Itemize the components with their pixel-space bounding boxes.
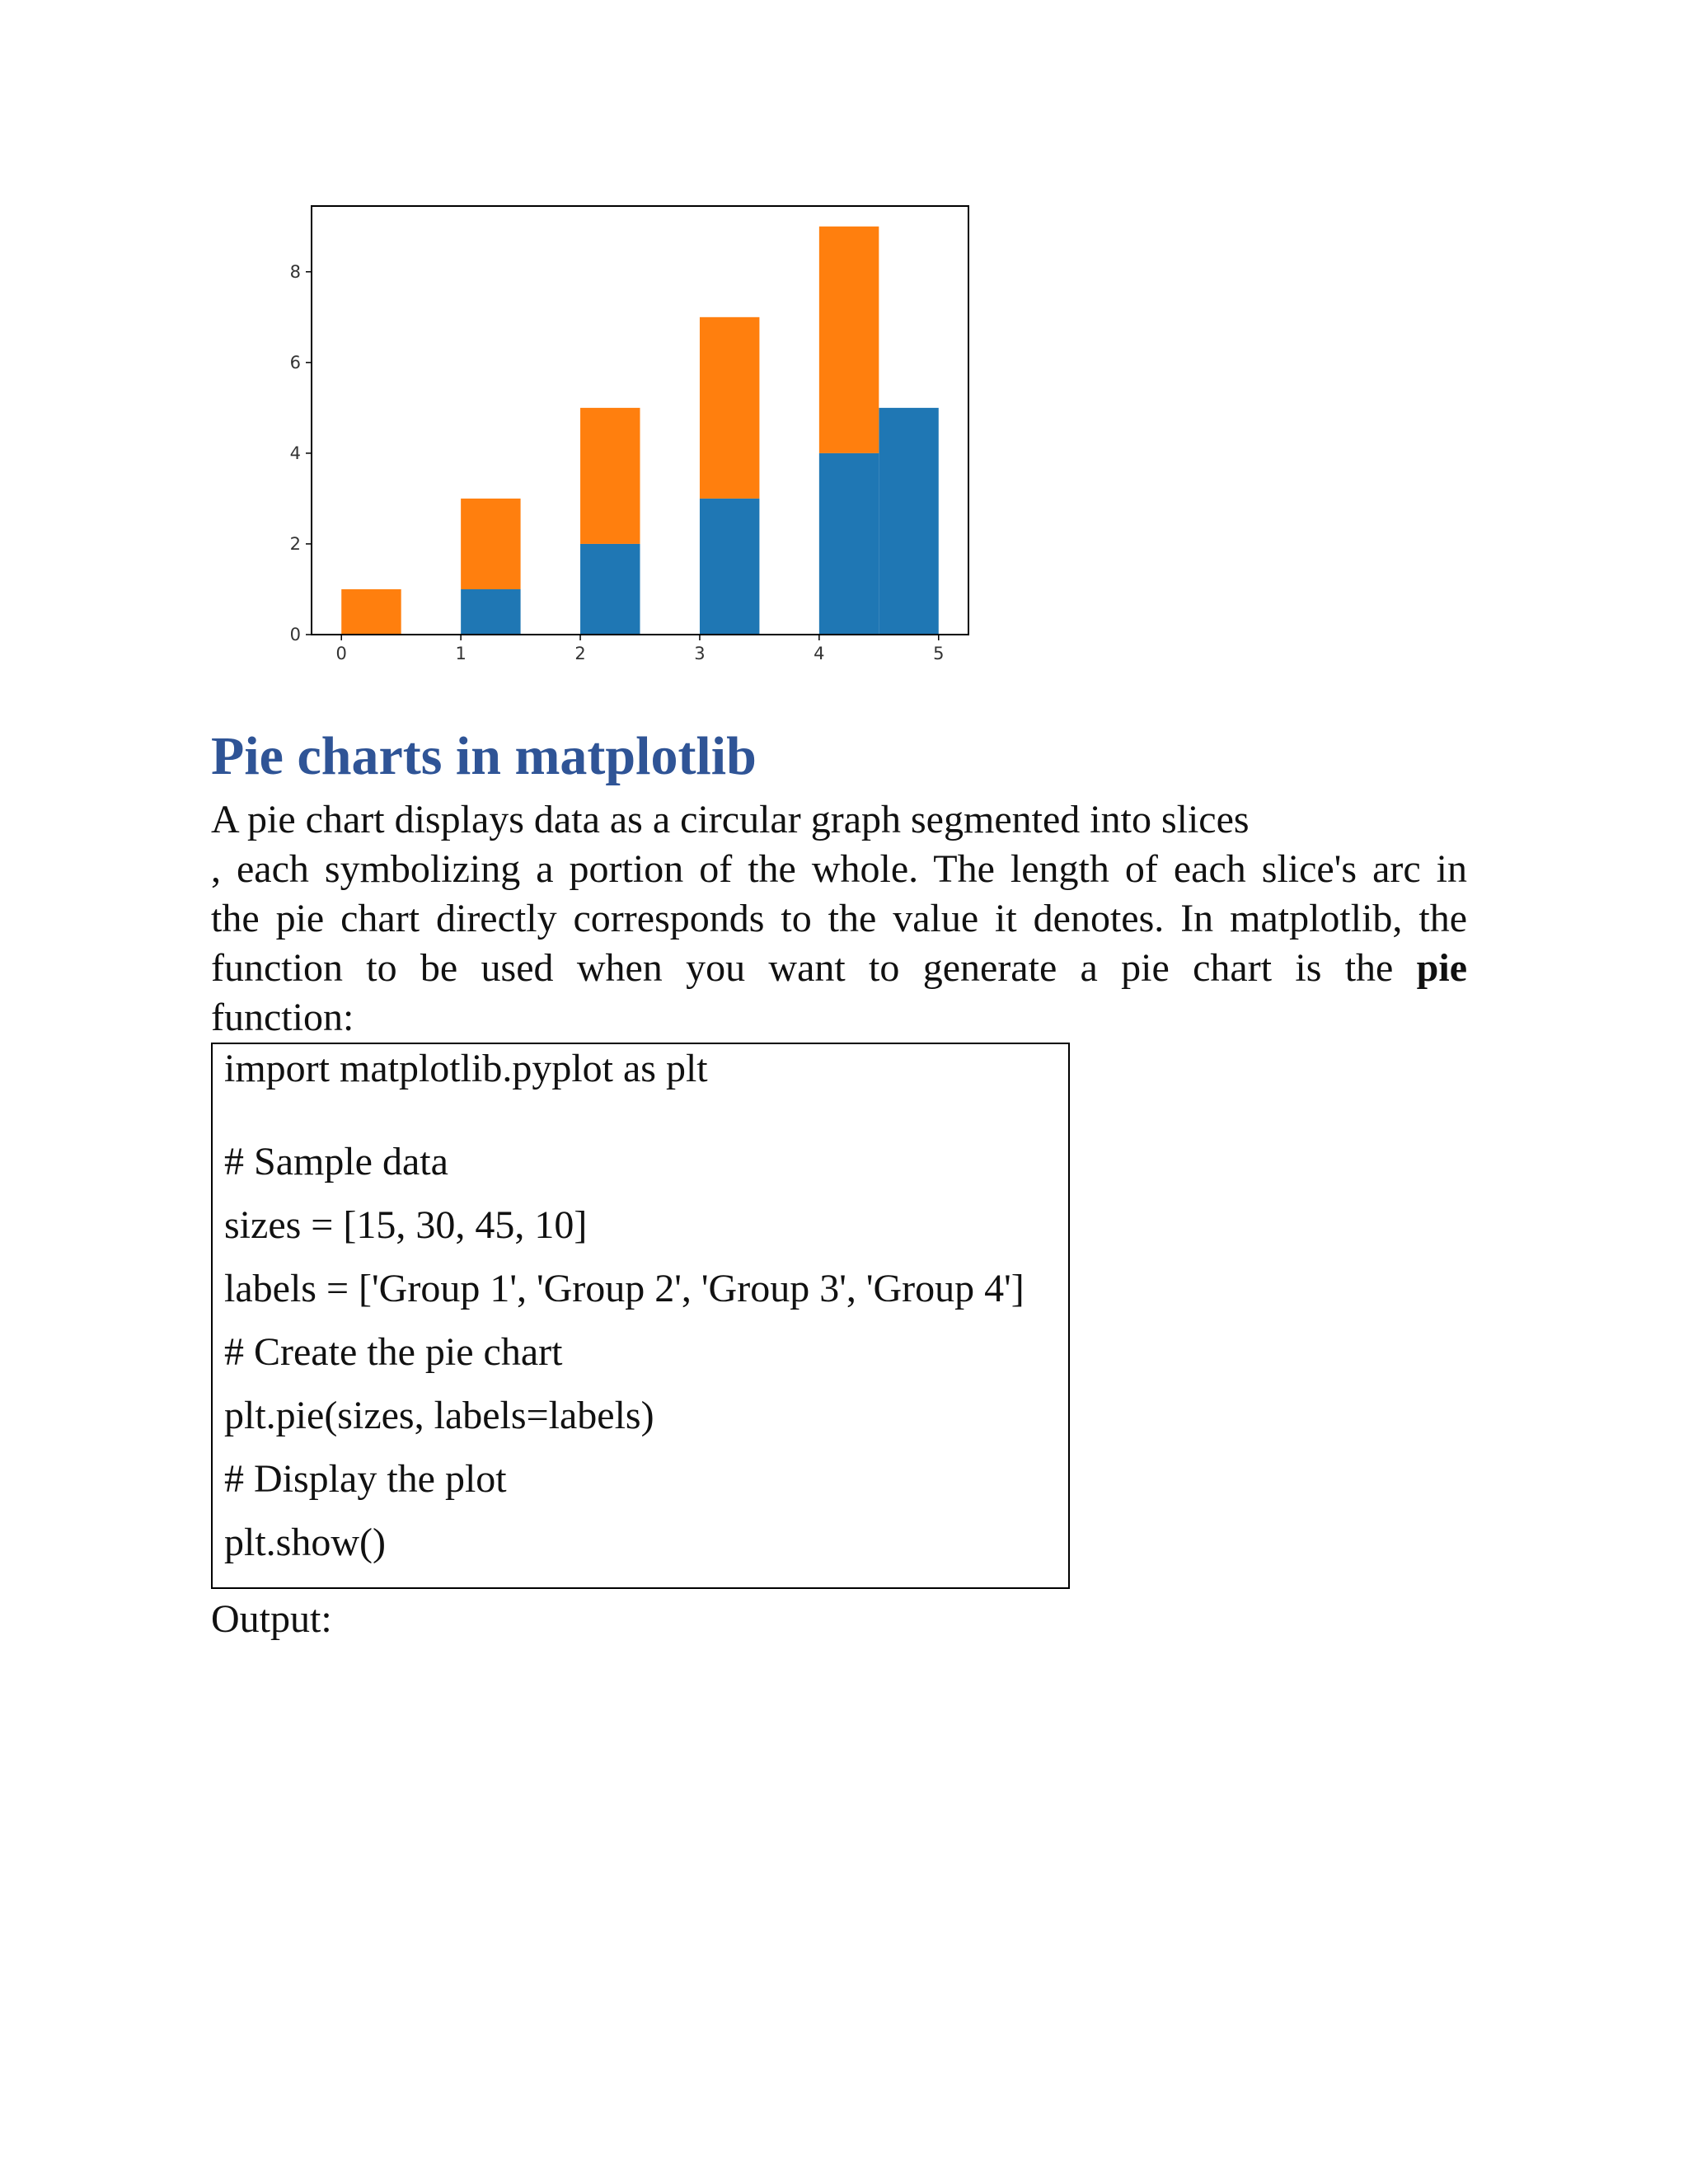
pie-keyword: pie <box>1416 946 1468 990</box>
bar-top-0 <box>341 589 401 635</box>
stacked-bar-chart <box>264 190 989 684</box>
paragraph-line-2: , each symbolizing a portion of the whole. The length of each slice's arc in <box>211 847 1467 891</box>
bar-bottom-4 <box>819 453 879 635</box>
bar-bottom-5 <box>879 408 938 635</box>
code-line-pie-call: plt.pie(sizes, labels=labels) <box>224 1394 654 1437</box>
y-tick-label-4: 8 <box>289 261 301 282</box>
code-line-comment-create: # Create the pie chart <box>224 1330 563 1374</box>
code-line-comment-sample: # Sample data <box>224 1140 448 1183</box>
paragraph-line-4-text: function to be used when you want to generate a pie chart is the <box>211 946 1394 990</box>
code-block <box>211 1043 1070 1589</box>
bar-top-4 <box>819 227 879 453</box>
code-line-comment-display: # Display the plot <box>224 1457 507 1501</box>
paragraph-line-5: function: <box>211 996 354 1039</box>
bar-top-1 <box>461 499 520 589</box>
x-tick-label-5: 5 <box>933 644 945 663</box>
x-tick-label-2: 2 <box>574 644 586 663</box>
bar-bottom-2 <box>580 544 640 635</box>
paragraph-line-4 <box>211 944 1467 993</box>
code-line-import: import matplotlib.pyplot as plt <box>224 1047 708 1090</box>
intro-paragraph <box>211 795 1467 1043</box>
code-line-show: plt.show() <box>224 1521 386 1564</box>
section-heading: Pie charts in matplotlib <box>211 726 757 786</box>
y-tick-label-1: 2 <box>289 533 301 554</box>
bar-top-2 <box>580 408 640 544</box>
paragraph-line-3: the pie chart directly corresponds to the value it denotes. In matplotlib, the <box>211 897 1467 940</box>
bar-bottom-1 <box>461 589 520 635</box>
bar-bottom-3 <box>700 499 759 635</box>
y-tick-label-2: 4 <box>289 443 301 463</box>
y-tick-label-3: 6 <box>289 352 301 373</box>
x-tick-label-3: 3 <box>694 644 706 663</box>
y-tick-label-0: 0 <box>289 625 301 644</box>
x-tick-label-4: 4 <box>814 644 825 663</box>
x-tick-label-1: 1 <box>455 644 467 663</box>
output-label: Output: <box>211 1597 332 1641</box>
paragraph-line-1: A pie chart displays data as a circular graph segmented into slices <box>211 798 1250 841</box>
x-tick-label-0: 0 <box>335 644 347 663</box>
code-line-labels: labels = ['Group 1', 'Group 2', 'Group 3', 'Group 4'] <box>224 1267 1025 1310</box>
bar-top-3 <box>700 317 759 499</box>
code-line-sizes: sizes = [15, 30, 45, 10] <box>224 1203 588 1247</box>
